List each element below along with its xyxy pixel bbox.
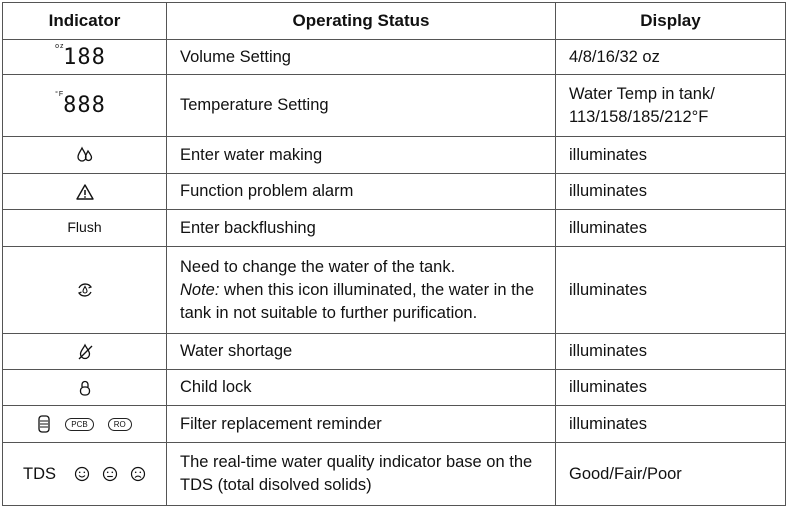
status-cell: Filter replacement reminder	[167, 406, 556, 443]
volume-segment-display	[55, 42, 106, 70]
neutral-face-icon	[102, 466, 118, 482]
water-drops-icon	[76, 146, 94, 164]
header-display: Display	[556, 3, 786, 40]
warning-triangle-icon	[75, 183, 95, 201]
indicator-cell	[3, 334, 167, 370]
volume-unit: oz	[55, 42, 65, 50]
display-line: Water Temp in tank/	[569, 84, 715, 103]
display-cell: illuminates	[556, 247, 786, 334]
ro-badge-icon: RO	[108, 418, 132, 431]
volume-digits: 188	[63, 44, 106, 70]
display-cell: illuminates	[556, 174, 786, 210]
table-row	[3, 443, 786, 506]
display-cell: illuminates	[556, 210, 786, 247]
status-cell	[167, 247, 556, 334]
status-line: Need to change the water of the tank.	[180, 257, 456, 276]
display-cell: illuminates	[556, 370, 786, 406]
table-row	[3, 370, 786, 406]
status-note	[180, 279, 547, 325]
indicator-cell	[3, 443, 167, 506]
tds-indicator-group	[3, 465, 166, 484]
tds-label: TDS	[23, 464, 56, 483]
status-cell: The real-time water quality indicator base on the TDS (total disolved solids)	[167, 443, 556, 506]
table-row	[3, 210, 786, 247]
flush-label: Flush	[67, 219, 102, 235]
table-row	[3, 247, 786, 334]
status-cell: Function problem alarm	[167, 174, 556, 210]
indicator-cell	[3, 75, 167, 137]
indicator-cell	[3, 137, 167, 174]
note-text: when this icon illuminated, the water in the tank in not suitable to further purification.	[180, 280, 535, 322]
table-row	[3, 334, 786, 370]
indicator-cell	[3, 370, 167, 406]
temperature-digits: 888	[63, 93, 106, 118]
display-cell: 4/8/16/32 oz	[556, 40, 786, 75]
indicator-cell	[3, 210, 167, 247]
display-cell: illuminates	[556, 406, 786, 443]
indicator-cell	[3, 406, 167, 443]
header-row	[3, 3, 786, 40]
filter-cartridge-icon	[37, 414, 51, 434]
indicator-cell	[3, 174, 167, 210]
tank-change-icon	[75, 280, 95, 300]
display-cell	[556, 75, 786, 137]
note-label: Note:	[180, 280, 220, 299]
status-cell: Volume Setting	[167, 40, 556, 75]
table-row	[3, 75, 786, 137]
status-cell: Water shortage	[167, 334, 556, 370]
indicator-table	[2, 2, 786, 506]
indicator-cell	[3, 40, 167, 75]
header-operating-status: Operating Status	[167, 3, 556, 40]
display-cell: illuminates	[556, 334, 786, 370]
table-row	[3, 137, 786, 174]
status-cell: Child lock	[167, 370, 556, 406]
table-row	[3, 406, 786, 443]
temperature-unit: °F	[55, 91, 65, 98]
indicator-cell	[3, 247, 167, 334]
status-cell: Enter backflushing	[167, 210, 556, 247]
filter-indicator-group	[3, 414, 166, 434]
display-cell: illuminates	[556, 137, 786, 174]
display-line: 113/158/185/212°F	[569, 107, 709, 126]
water-shortage-icon	[76, 343, 94, 361]
header-indicator: Indicator	[3, 3, 167, 40]
happy-face-icon	[74, 466, 90, 482]
status-cell: Enter water making	[167, 137, 556, 174]
display-cell: Good/Fair/Poor	[556, 443, 786, 506]
child-lock-icon	[78, 379, 92, 397]
table-row	[3, 40, 786, 75]
status-cell: Temperature Setting	[167, 75, 556, 137]
temperature-segment-display	[55, 91, 106, 118]
table-row	[3, 174, 786, 210]
sad-face-icon	[130, 466, 146, 482]
pcb-badge-icon: PCB	[65, 418, 93, 431]
